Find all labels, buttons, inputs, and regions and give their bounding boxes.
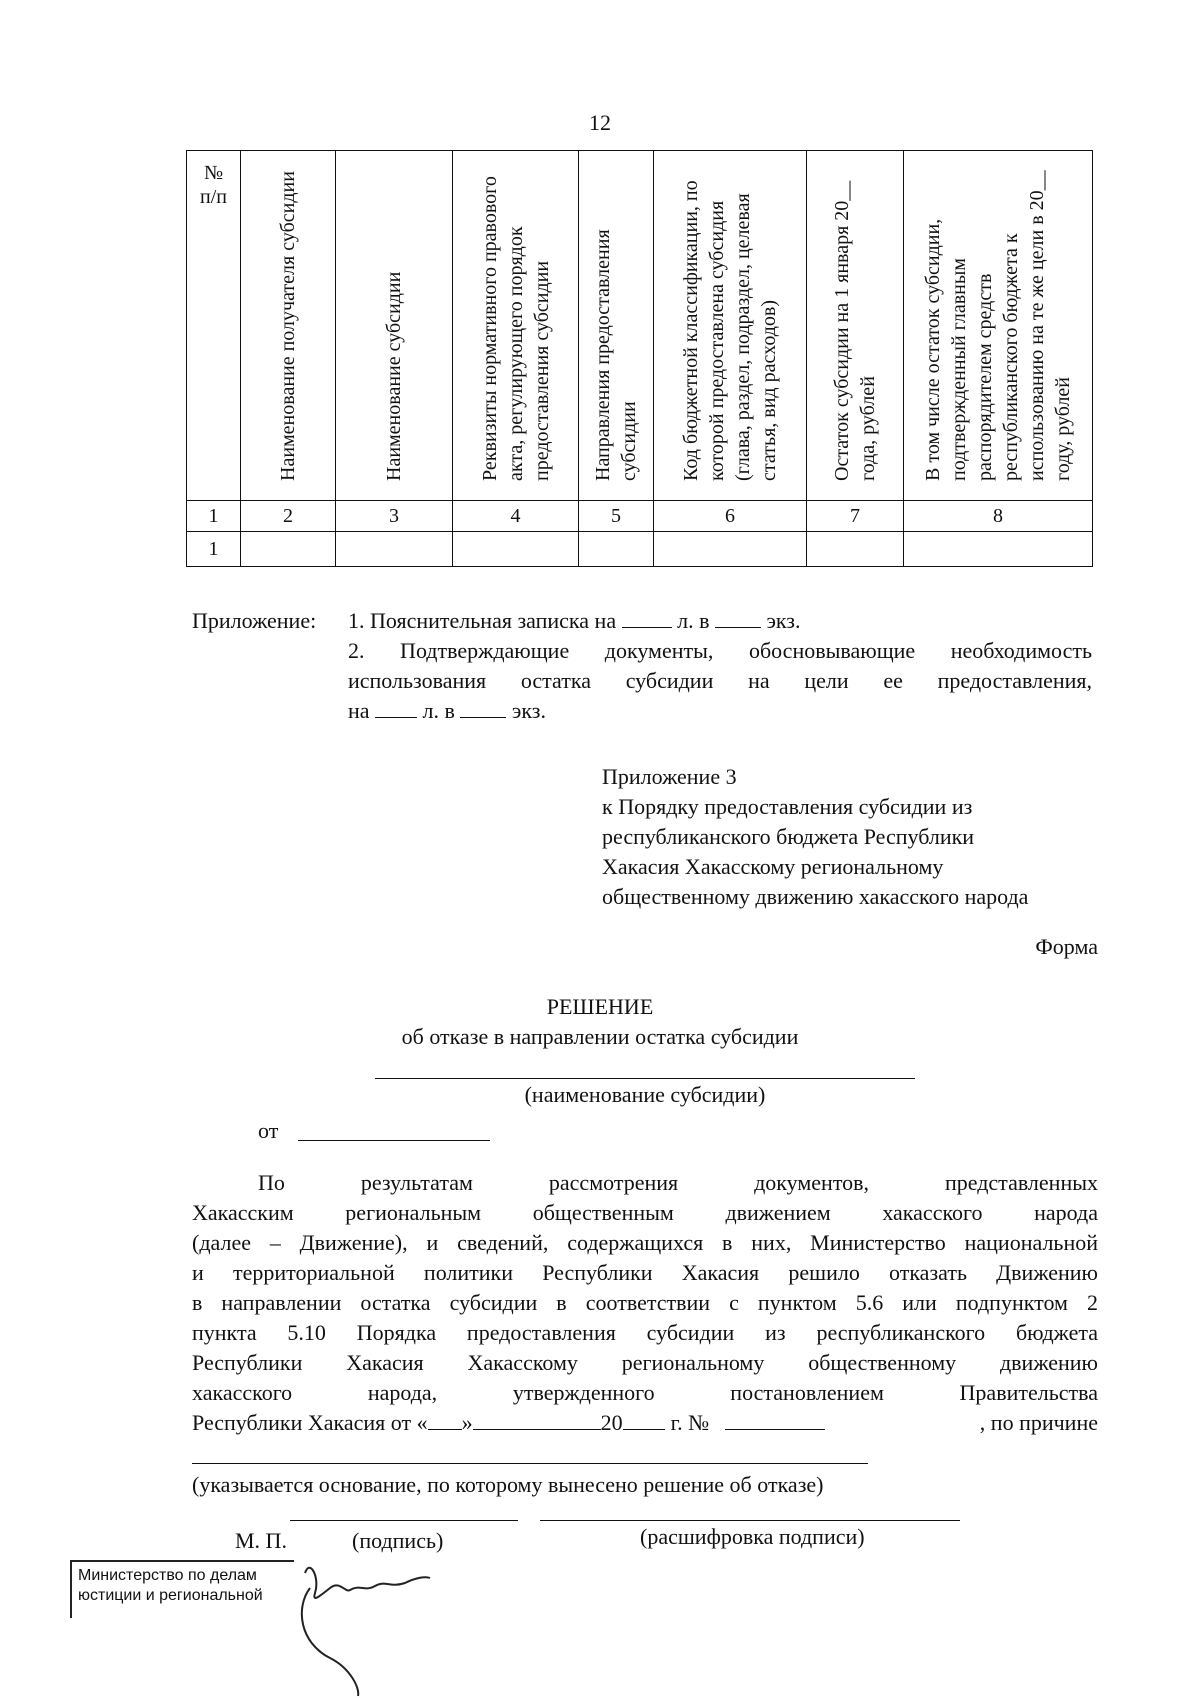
appendix-item-2-on: на: [348, 698, 370, 723]
header-number: [187, 151, 241, 501]
col-number-2: 2: [241, 501, 336, 532]
header-confirmed-remainder: [904, 151, 1093, 501]
header-legal-act: [453, 151, 579, 501]
appendix-item-2-line-2: использования остатка субсидии на цели ее предоставления,: [348, 668, 1092, 693]
table-row-cell: [453, 532, 579, 567]
date-from-label: от: [258, 1118, 279, 1143]
header-remainder-text: Остаток субсидии на 1 января 20__ года, рублей: [831, 180, 879, 481]
header-recipient-text: Наименование получателя субсидии: [277, 171, 299, 481]
header-directions-text: Направления предоставления субсидии: [592, 229, 640, 481]
col-number-3: 3: [336, 501, 453, 532]
table-row-cell: [579, 532, 654, 567]
table-row-cell: [904, 532, 1093, 567]
handwritten-signature: [290, 1548, 450, 1698]
reason-caption: (указывается основание, по которому вынесено решение об отказе): [192, 1472, 824, 1497]
body-line-6: пункта 5.10 Порядка предоставления субсидии из республиканского бюджета: [192, 1320, 1098, 1345]
body-line-9-c: 20: [600, 1410, 623, 1435]
appendix-label: Приложение:: [192, 608, 317, 633]
appendix-item-2-copies: экз.: [511, 698, 546, 723]
body-line-9: [192, 1408, 1098, 1438]
col-number-7: 7: [807, 501, 904, 532]
table-row-cell: [336, 532, 453, 567]
header-budget-code: [654, 151, 807, 501]
body-line-1: По результатам рассмотрения документов, представленных: [258, 1170, 1098, 1195]
blank-line: [622, 607, 672, 628]
blank-line: [725, 1409, 825, 1430]
header-remainder: [807, 151, 904, 501]
header-budget-code-text: Код бюджетной классификации, по которой предоставлена субсидия (глава, раздел, подраздел, целевая статья, вид расходов): [680, 180, 780, 481]
stamp-line-2: юстиции и региональной: [78, 1587, 263, 1604]
header-number-text: [187, 151, 240, 209]
body-line-9-b: »: [461, 1410, 473, 1435]
table-row-cell: [807, 532, 904, 567]
body-line-8: хакасского народа, утвержденного постановлением Правительства: [192, 1380, 1098, 1405]
table-row-cell: [654, 532, 807, 567]
header-subsidy-name: [336, 151, 453, 501]
appendix-item-2-line-1: 2. Подтверждающие документы, обосновывающие необходимость: [348, 638, 1092, 663]
appendix-item-2-line-3: [348, 696, 546, 726]
body-line-4: и территориальной политики Республики Хакасия решило отказать Движению: [192, 1260, 1098, 1285]
annex-line-3: республиканского бюджета Республики: [602, 824, 975, 849]
decoding-caption: (расшифровка подписи): [640, 1524, 865, 1549]
table-row-cell: 1: [187, 532, 241, 567]
body-line-9-d: г. №: [670, 1410, 710, 1435]
appendix-item-1-copies: экз.: [766, 608, 801, 633]
header-confirmed-remainder-text: В том числе остаток субсидии, подтвержденный главным распорядителем средств республиканского бюджета к использованию на те же цели в 20__ году, рублей: [922, 170, 1074, 481]
document-title: РЕШЕНИЕ: [546, 994, 654, 1019]
header-number-line: п/п: [200, 186, 227, 208]
col-number-5: 5: [579, 501, 654, 532]
blank-line: [715, 607, 761, 628]
date-line: [298, 1140, 490, 1141]
registration-stamp: [70, 1560, 294, 1618]
blank-line: [473, 1409, 601, 1430]
blank-line: [460, 697, 506, 718]
header-legal-act-text: Реквизиты нормативного правового акта, регулирующего порядок предоставления субсидии: [478, 176, 553, 481]
body-line-2: Хакасским региональным общественным движением хакасского народа: [192, 1200, 1098, 1225]
header-number-line: №: [203, 162, 224, 184]
header-recipient: [241, 151, 336, 501]
body-line-9-e: , по причине: [979, 1410, 1098, 1435]
body-line-9-a: Республики Хакасия от «: [192, 1410, 428, 1435]
annex-line-5: общественному движению хакасского народа: [602, 884, 1029, 909]
appendix-item-2-sheets: л. в: [422, 698, 455, 723]
document-subtitle: об отказе в направлении остатка субсидии: [401, 1024, 799, 1049]
table-row-cell: [241, 532, 336, 567]
annex-line-2: к Порядку предоставления субсидии из: [602, 794, 973, 819]
col-number-1: 1: [187, 501, 241, 532]
appendix-item-1-sheets: л. в: [677, 608, 710, 633]
signature-line: [290, 1520, 518, 1521]
col-number-8: 8: [904, 501, 1093, 532]
col-number-6: 6: [654, 501, 807, 532]
blank-line: [375, 697, 417, 718]
decoding-line: [540, 1520, 960, 1521]
annex-line-1: Приложение 3: [602, 764, 737, 789]
reason-line: [192, 1463, 868, 1464]
subsidy-caption: (наименование субсидии): [524, 1082, 766, 1107]
body-line-5: в направлении остатка субсидии в соответствии с пунктом 5.6 или подпунктом 2: [192, 1290, 1098, 1315]
blank-line: [428, 1409, 462, 1430]
seal-place-label: М. П.: [235, 1528, 287, 1553]
header-directions: [579, 151, 654, 501]
annex-line-4: Хакасия Хакасскому региональному: [602, 854, 944, 879]
appendix-item-1: [348, 606, 801, 636]
page-number: 12: [589, 110, 611, 135]
header-subsidy-name-text: Наименование субсидии: [383, 271, 405, 481]
stamp-line-1: Министерство по делам: [78, 1567, 257, 1584]
subsidy-name-line: [375, 1078, 915, 1079]
appendix-item-1-text: 1. Пояснительная записка на: [348, 608, 617, 633]
col-number-4: 4: [453, 501, 579, 532]
body-line-7: Республики Хакасия Хакасскому региональному общественному движению: [192, 1350, 1098, 1375]
body-line-3: (далее – Движение), и сведений, содержащихся в них, Министерство национальной: [192, 1230, 1098, 1255]
blank-line: [623, 1409, 665, 1430]
form-label: Форма: [1035, 934, 1098, 959]
subsidy-table: [186, 150, 1093, 567]
signature-caption: (подпись): [352, 1528, 444, 1553]
